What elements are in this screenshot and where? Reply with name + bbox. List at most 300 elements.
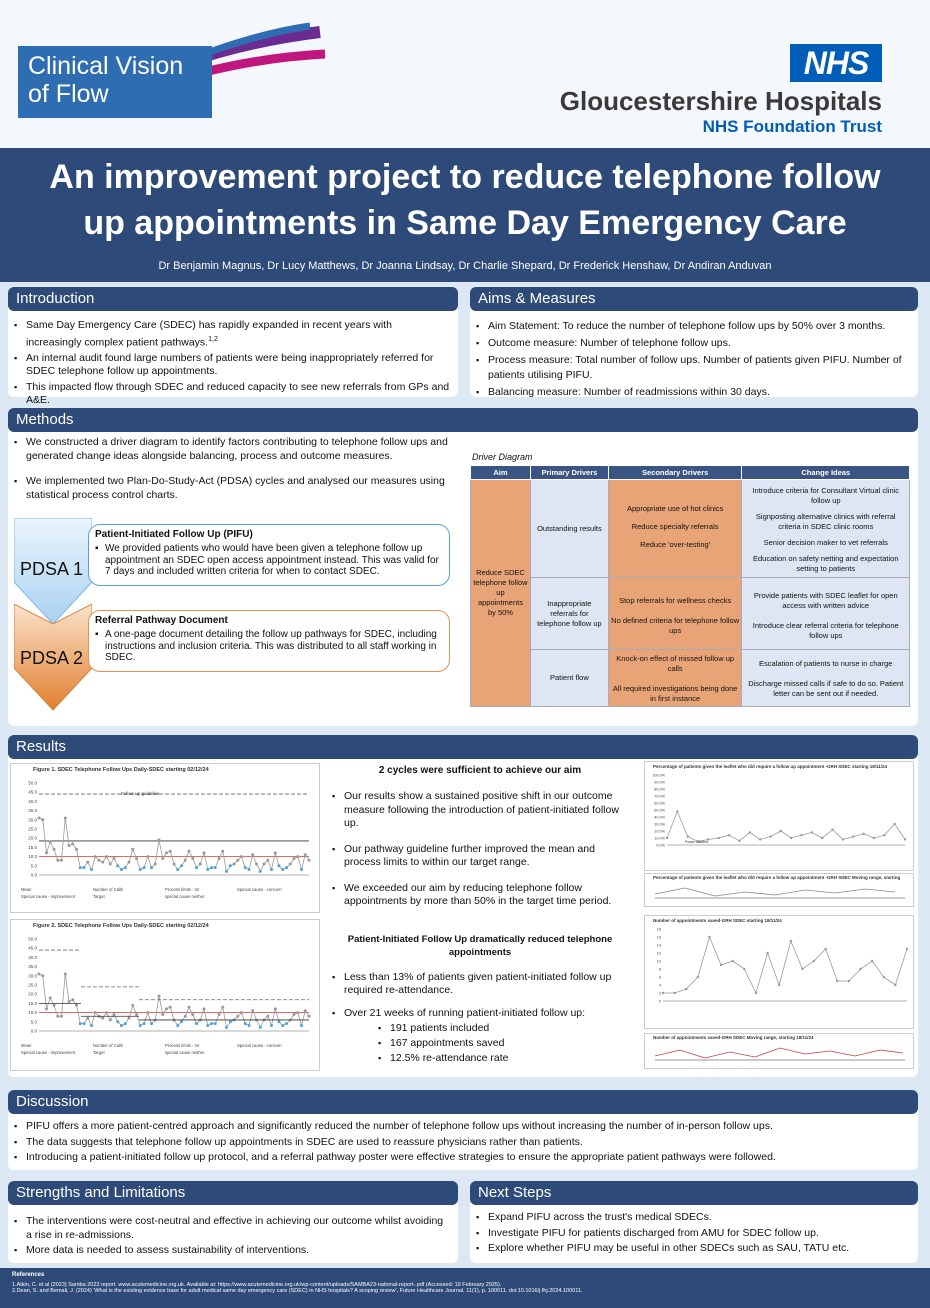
- y-tick-label: 8: [658, 967, 661, 972]
- data-point: [240, 855, 243, 858]
- next-steps-list: [470, 1205, 918, 1256]
- data-point: [289, 862, 292, 865]
- y-tick-label: 12: [656, 951, 661, 956]
- legend-entry: Target: [93, 1050, 105, 1055]
- data-point: [214, 1022, 217, 1025]
- list-item: ▪ 167 appointments saved: [372, 1037, 634, 1050]
- y-tick-label: 45.0: [28, 789, 37, 795]
- data-point: [180, 864, 183, 867]
- list-item: ▪ We constructed a driver diagram to identify factors contributing to telephone follow ups and generated change ideas alongside balancing, process and outcome measures.: [8, 436, 453, 463]
- data-point: [248, 868, 251, 871]
- data-point: [124, 866, 127, 869]
- list-item: ▪ Expand PIFU across the trust's medical SDECs.: [470, 1211, 918, 1225]
- data-point: [836, 980, 838, 982]
- figure-3: [644, 761, 914, 871]
- legend-entry: Special cause - concern: [237, 887, 282, 892]
- data-point: [105, 855, 108, 858]
- data-point: [218, 1013, 221, 1016]
- y-tick-label: 40.0%: [654, 815, 665, 820]
- data-point: [270, 1024, 273, 1027]
- data-point: [296, 855, 299, 858]
- reference-1: 1.Atkin, C. et al (2023) Samba 2023 report. www.acutemedicine.org.uk. Available at: https://www.acutemedicine.org.uk/wp-content/uploads/SAMBA23-national-report-.pdf (Accessed: 19 February 2025).: [12, 1282, 502, 1288]
- pdsa2-text: ▪ A one-page document detailing the follow up pathways for SDEC, including instructions and inclusion criteria. This was distributed to all staff working in SDEC.: [95, 629, 437, 663]
- moving-range-chart: [645, 880, 913, 904]
- data-point: [195, 1022, 198, 1025]
- data-point: [79, 1022, 82, 1025]
- logo-line-2: of Flow: [28, 80, 109, 108]
- data-point: [199, 862, 202, 865]
- data-point: [270, 868, 273, 871]
- data-point: [191, 857, 194, 860]
- data-point: [94, 1011, 97, 1014]
- data-point: [158, 995, 161, 998]
- data-point: [176, 1024, 179, 1027]
- data-point: [165, 1007, 168, 1010]
- data-point: [203, 1007, 206, 1010]
- data-point: [120, 1024, 123, 1027]
- data-point: [176, 868, 179, 871]
- data-point: [780, 830, 782, 832]
- data-point: [150, 866, 153, 869]
- data-point: [221, 850, 224, 853]
- data-point: [120, 868, 123, 871]
- data-point: [101, 1017, 104, 1020]
- data-point: [45, 1007, 48, 1010]
- data-point: [124, 1022, 127, 1025]
- list-item: ▪ Over 21 weeks of running patient-initiated follow up:: [326, 1007, 634, 1020]
- aim-cell: Reduce SDEC telephone follow up appointments by 50%: [471, 480, 531, 707]
- figure-2-title: Figure 2. SDEC Telephone Follow Ups Daily-SDEC starting 02/12/24: [33, 923, 209, 929]
- references-heading: References: [12, 1272, 45, 1278]
- figure-1-chart: [11, 773, 319, 907]
- legend-entry: Special cause - concern: [237, 1043, 282, 1048]
- y-tick-label: 20.0: [28, 991, 37, 997]
- legend-entry: special cause neither: [165, 894, 205, 899]
- y-tick-label: 5.0: [30, 863, 37, 869]
- data-point: [893, 823, 895, 825]
- series-line: [663, 937, 907, 993]
- pdsa1-title: Patient-Initiated Follow Up (PIFU): [95, 529, 253, 540]
- methods-heading: Methods: [8, 408, 918, 432]
- data-point: [759, 838, 761, 840]
- data-point: [862, 833, 864, 835]
- header-aim: Aim: [471, 466, 531, 480]
- data-point: [146, 1011, 149, 1014]
- data-point: [38, 816, 41, 819]
- introduction-panel: [8, 287, 458, 406]
- y-tick-label: 30.0: [28, 973, 37, 979]
- data-point: [53, 1004, 56, 1007]
- data-point: [41, 818, 44, 821]
- data-point: [116, 864, 119, 867]
- data-point: [274, 851, 277, 854]
- change-cell: Escalation of patients to nurse in charge Discharge missed calls if safe to do so. Patient letter can be sent out if needed.: [742, 650, 910, 707]
- poster-title: [0, 154, 930, 246]
- data-point: [251, 853, 254, 856]
- next-steps-panel: [470, 1181, 918, 1263]
- data-point: [169, 850, 172, 853]
- data-point: [852, 835, 854, 837]
- figure-4b-title: Number of appointments saved-GRH SDEC Moving range, starting 18/11/24: [653, 1035, 814, 1040]
- data-point: [755, 992, 757, 994]
- data-point: [300, 1024, 303, 1027]
- list-item: ▪ Less than 13% of patients given patient-initiated follow up required re-attendance.: [326, 971, 634, 997]
- y-tick-label: 2: [658, 991, 661, 996]
- list-item: ▪ This impacted flow through SDEC and reduced capacity to see new referrals from GPs and A&E.: [8, 381, 450, 408]
- data-point: [165, 851, 168, 854]
- data-point: [229, 1020, 232, 1023]
- figure-2: [10, 919, 320, 1071]
- data-point: [281, 1024, 284, 1027]
- methods-list: [8, 436, 453, 504]
- driver-diagram-caption: Driver Diagram: [472, 452, 533, 462]
- data-point: [266, 1015, 269, 1018]
- data-point: [728, 834, 730, 836]
- data-point: [848, 980, 850, 982]
- pdsa1-box: [88, 524, 450, 586]
- data-point: [300, 868, 303, 871]
- list-item: ▪ 12.5% re-attendance rate: [372, 1052, 634, 1065]
- poster-initiated-annotation: Poster initiated: [685, 840, 709, 844]
- data-point: [83, 1022, 86, 1025]
- data-point: [60, 859, 63, 862]
- data-point: [101, 861, 104, 864]
- data-point: [109, 862, 112, 865]
- data-point: [801, 968, 803, 970]
- data-point: [83, 866, 86, 869]
- y-tick-label: 6: [658, 975, 661, 980]
- figure-3-moving-range: [644, 873, 914, 907]
- introduction-list: [8, 311, 458, 408]
- data-point: [685, 988, 687, 990]
- figure-1: [10, 763, 320, 913]
- data-point: [188, 1006, 191, 1009]
- data-point: [718, 837, 720, 839]
- data-point: [113, 1013, 116, 1016]
- data-point: [94, 855, 97, 858]
- data-point: [236, 1015, 239, 1018]
- figure-4: [644, 915, 914, 1029]
- data-point: [278, 1020, 281, 1023]
- header-secondary: Secondary Drivers: [608, 466, 742, 480]
- data-point: [180, 1020, 183, 1023]
- data-point: [68, 1000, 71, 1003]
- list-item: ▪ Same Day Emergency Care (SDEC) has rapidly expanded in recent years with increasingly complex patient pathways.$^{1,2}$: [8, 319, 450, 350]
- data-point: [64, 816, 67, 819]
- data-point: [221, 1006, 224, 1009]
- data-point: [41, 974, 44, 977]
- data-point: [883, 976, 885, 978]
- data-point: [45, 851, 48, 854]
- data-point: [894, 984, 896, 986]
- list-item: ▪ Outcome measure: Number of telephone follow ups.: [470, 336, 910, 351]
- data-point: [831, 828, 833, 830]
- y-tick-label: 4: [658, 983, 661, 988]
- y-tick-label: 70.0%: [654, 794, 665, 799]
- data-point: [285, 1022, 288, 1025]
- data-point: [158, 839, 161, 842]
- authors: Dr Benjamin Magnus, Dr Lucy Matthews, Dr Joanna Lindsay, Dr Charlie Shepard, Dr Frederick Henshaw, Dr Andiran Anduvan: [158, 260, 772, 272]
- strengths-list: [8, 1205, 458, 1258]
- data-point: [821, 837, 823, 839]
- legend-entry: Process limits - 3σ: [165, 887, 200, 892]
- next-steps-heading: Next Steps: [470, 1181, 918, 1205]
- data-point: [109, 1018, 112, 1021]
- data-point: [146, 855, 149, 858]
- data-point: [266, 859, 269, 862]
- figure-4-moving-range: [644, 1033, 914, 1069]
- data-point: [105, 1011, 108, 1014]
- results-text-2: [326, 933, 634, 1067]
- data-point: [131, 848, 134, 851]
- data-point: [811, 831, 813, 833]
- data-point: [259, 870, 262, 873]
- data-point: [662, 992, 664, 994]
- data-point: [60, 1015, 63, 1018]
- data-point: [263, 862, 266, 865]
- title-line-2: up appointments in Same Day Emergency Care: [83, 204, 847, 242]
- data-point: [233, 862, 236, 865]
- data-point: [248, 1024, 251, 1027]
- y-tick-label: 90.0%: [654, 780, 665, 785]
- data-point: [229, 864, 232, 867]
- data-point: [790, 837, 792, 839]
- data-point: [90, 1024, 93, 1027]
- trust-subtitle: NHS Foundation Trust: [702, 117, 882, 136]
- aims-heading: Aims & Measures: [470, 287, 918, 311]
- y-tick-label: 30.0: [28, 817, 37, 823]
- legend-entry: Process limits - 3σ: [165, 1043, 200, 1048]
- data-point: [871, 960, 873, 962]
- y-tick-label: 45.0: [28, 945, 37, 951]
- data-point: [824, 948, 826, 950]
- legend-entry: Special cause - improvement: [21, 894, 75, 899]
- data-point: [173, 862, 176, 865]
- header-primary: Primary Drivers: [530, 466, 608, 480]
- data-point: [150, 1022, 153, 1025]
- data-point: [743, 968, 745, 970]
- list-item: ▪ Introducing a patient-initiated follow up protocol, and a referral pathway poster were effective strategies to ensure the appropriate patient pathways were followed.: [8, 1151, 918, 1165]
- clinical-vision-logo: [18, 46, 212, 118]
- data-point: [676, 810, 678, 812]
- data-point: [738, 840, 740, 842]
- figure-4-title: Number of appointments saved-GRH SDEC starting 18/11/24: [653, 918, 782, 923]
- y-tick-label: 80.0%: [654, 787, 665, 792]
- list-item: ▪ The data suggests that telephone follow up appointments in SDEC are used to reassure physicians rather than patients.: [8, 1136, 918, 1150]
- pdsa2-box: [88, 610, 450, 672]
- list-item: ▪ Process measure: Total number of follow ups. Number of patients given PIFU. Number of patients utilising PIFU.: [470, 353, 910, 383]
- discussion-panel: [8, 1090, 918, 1170]
- data-point: [139, 868, 142, 871]
- data-point: [296, 1011, 299, 1014]
- data-point: [255, 862, 258, 865]
- data-point: [304, 1009, 307, 1012]
- introduction-heading: Introduction: [8, 287, 458, 311]
- data-point: [169, 1006, 172, 1009]
- data-point: [184, 1015, 187, 1018]
- data-point: [53, 848, 56, 851]
- pdsa2-title: Referral Pathway Document: [95, 615, 228, 626]
- data-point: [56, 1015, 59, 1018]
- data-point: [225, 1026, 228, 1029]
- list-item: ▪ More data is needed to assess sustainability of interventions.: [8, 1244, 448, 1258]
- figure-4-chart: [645, 923, 913, 1027]
- y-tick-label: 10.0: [28, 1010, 37, 1016]
- secondary-cell: Knock-on effect of missed follow up calls All required investigations being done in first instance: [608, 650, 742, 707]
- y-tick-label: 20.0: [28, 835, 37, 841]
- data-point: [98, 859, 101, 862]
- pifu-heading: Patient-Initiated Follow Up dramatically reduced telephone appointments: [347, 934, 613, 958]
- data-point: [90, 868, 93, 871]
- data-point: [842, 838, 844, 840]
- primary-cell: Outstanding results: [530, 480, 608, 578]
- aims-list: [470, 311, 918, 400]
- legend-entry: Number of Calls: [93, 887, 124, 892]
- pdsa1-label: PDSA 1: [20, 559, 84, 579]
- strengths-panel: [8, 1181, 458, 1263]
- y-tick-label: 0: [658, 999, 661, 1004]
- data-point: [161, 1013, 164, 1016]
- data-point: [281, 868, 284, 871]
- data-point: [71, 842, 74, 845]
- trust-name: Gloucestershire Hospitals: [559, 86, 882, 116]
- data-point: [184, 859, 187, 862]
- y-tick-label: 100.0%: [652, 773, 665, 778]
- data-point: [210, 866, 213, 869]
- data-point: [214, 866, 217, 869]
- data-point: [68, 844, 71, 847]
- discussion-heading: Discussion: [8, 1090, 918, 1114]
- nhs-logo: NHS: [790, 44, 882, 82]
- results-text-1: [326, 765, 634, 911]
- cycles-list: [326, 790, 634, 909]
- data-point: [38, 972, 41, 975]
- data-point: [206, 868, 209, 871]
- aims-panel: [470, 287, 918, 397]
- pifu-sub-list: [326, 1022, 634, 1065]
- y-tick-label: 18: [656, 927, 661, 932]
- data-point: [251, 1009, 254, 1012]
- data-point: [285, 866, 288, 869]
- pdsa1-text: ▪ We provided patients who would have been given a telephone follow up appointment an SDEC open access appointment instead. This was valid for 7 days and included written criteria for when to contact SDEC.: [95, 543, 439, 577]
- data-point: [64, 972, 67, 975]
- y-tick-label: 60.0%: [654, 801, 665, 806]
- data-point: [697, 976, 699, 978]
- list-item: ▪ We implemented two Plan-Do-Study-Act (PDSA) cycles and analysed our measures using statistical process control charts.: [8, 475, 453, 502]
- data-point: [203, 851, 206, 854]
- strengths-heading: Strengths and Limitations: [8, 1181, 458, 1205]
- y-tick-label: 35.0: [28, 964, 37, 970]
- data-point: [135, 857, 138, 860]
- y-tick-label: 40.0: [28, 954, 37, 960]
- discussion-list: [8, 1114, 918, 1165]
- y-tick-label: 35.0: [28, 808, 37, 814]
- data-point: [790, 940, 792, 942]
- y-tick-label: 50.0%: [654, 808, 665, 813]
- data-point: [128, 1017, 131, 1020]
- legend-entry: Mean: [21, 887, 32, 892]
- data-point: [732, 960, 734, 962]
- figure-3b-title: Percentage of patients given the leaflet who did require a follow up appointment -GRH SDEC Moving range, starting: [653, 875, 901, 880]
- data-point: [673, 992, 675, 994]
- figure-3-chart: [645, 769, 913, 869]
- pdsa2-label: PDSA 2: [20, 648, 84, 668]
- data-point: [75, 848, 78, 851]
- y-tick-label: 15.0: [28, 1000, 37, 1006]
- figure-2-chart: [11, 929, 319, 1065]
- reference-2: 2.Dean, S. and Bemali, J. (2024) 'What is the existing evidence base for adult medical same day emergency care (SDEC) in NHS hospitals? A scoping review', Future Healthcare Journal, 11(1), p. 100011. doi:10.1016/j.fhj.2024.100011.: [12, 1288, 583, 1294]
- change-cell: Introduce criteria for Consultant Virtual clinic follow up Signposting alternative clinics with referral criteria in SDEC clinic rooms Senior decision maker to vet referrals Education on safety netting and expectation setting to patients: [742, 480, 910, 578]
- data-point: [71, 998, 74, 1001]
- legend-entry: Mean: [21, 1043, 32, 1048]
- data-point: [749, 831, 751, 833]
- y-tick-label: 10.0%: [654, 836, 665, 841]
- y-tick-label: 10.0: [28, 854, 37, 860]
- data-point: [49, 840, 52, 843]
- data-point: [113, 857, 116, 860]
- primary-cell: Patient flow: [530, 650, 608, 707]
- data-point: [131, 1004, 134, 1007]
- y-tick-label: 0.0: [30, 1028, 37, 1034]
- follow-up-guideline-annotation: Follow up guideline: [121, 791, 160, 796]
- data-point: [79, 866, 82, 869]
- header-change: Change Ideas: [742, 466, 910, 480]
- data-point: [278, 864, 281, 867]
- data-point: [56, 859, 59, 862]
- data-point: [49, 996, 52, 999]
- data-point: [75, 1004, 78, 1007]
- results-panel: [8, 735, 918, 1077]
- legend-entry: Number of Calls: [93, 1043, 124, 1048]
- list-item: ▪ Investigate PIFU for patients discharged from AMU for SDEC follow up.: [470, 1227, 918, 1241]
- data-point: [143, 866, 146, 869]
- list-item: ▪ Explore whether PIFU may be useful in other SDECs such as SAU, TATU etc.: [470, 1242, 918, 1256]
- data-point: [86, 861, 89, 864]
- data-point: [195, 866, 198, 869]
- data-point: [304, 853, 307, 856]
- y-tick-label: 50.0: [28, 936, 37, 942]
- list-item: ▪ PIFU offers a more patient-centred approach and significantly reduced the number of telephone follow ups without increasing the number of in-person follow ups.: [8, 1120, 918, 1134]
- figure-1-title: Figure 1. SDEC Telephone Follow Ups Daily-SDEC starting 02/12/24: [33, 767, 209, 773]
- pifu-list: [326, 971, 634, 1020]
- y-tick-label: 20.0%: [654, 829, 665, 834]
- y-tick-label: 30.0%: [654, 822, 665, 827]
- data-point: [188, 850, 191, 853]
- y-tick-label: 25.0: [28, 826, 37, 832]
- data-point: [206, 1024, 209, 1027]
- list-item: ▪ Balancing measure: Number of readmissions within 30 days.: [470, 385, 910, 400]
- y-tick-label: 5.0: [30, 1019, 37, 1025]
- data-point: [293, 857, 296, 860]
- list-item: ▪ Our results show a sustained positive shift in our outcome measure following the introduction of patient-initiated follow up.: [326, 790, 634, 831]
- references-bar: [0, 1268, 930, 1308]
- data-point: [873, 837, 875, 839]
- data-point: [225, 870, 228, 873]
- data-point: [859, 968, 861, 970]
- series-line: [667, 811, 905, 841]
- change-cell: Provide patients with SDEC leaflet for open access with written advice Introduce clear referral criteria for telephone follow ups: [742, 578, 910, 650]
- data-point: [274, 1007, 277, 1010]
- data-point: [161, 857, 164, 860]
- data-point: [769, 835, 771, 837]
- list-item: ▪ The interventions were cost-neutral and effective in achieving our outcome whilst avoiding a rise in re-admissions.: [8, 1215, 448, 1242]
- data-point: [244, 866, 247, 869]
- data-point: [308, 859, 311, 862]
- secondary-cell: Stop referrals for wellness checks No defined criteria for telephone follow ups: [608, 578, 742, 650]
- data-point: [686, 835, 688, 837]
- data-point: [259, 1026, 262, 1029]
- data-point: [308, 1015, 311, 1018]
